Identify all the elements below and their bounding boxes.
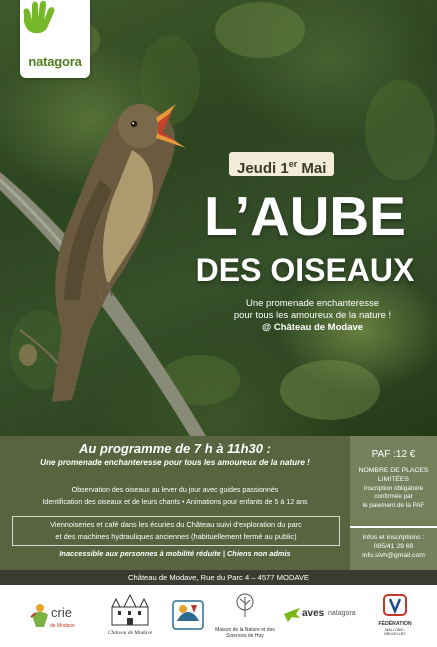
partner-logos — [0, 585, 437, 647]
federation-logo[interactable] — [375, 593, 415, 643]
chateau-name: Château de Modave — [107, 630, 153, 636]
reg-line-1: inscription obligatoire — [363, 485, 424, 492]
tagline-line-1: Une promenade enchanteresse — [245, 298, 380, 309]
registration-note — [350, 485, 437, 510]
aves-name: aves — [302, 608, 325, 619]
program-subtitle: Une promenade enchanteresse pour tous les amoureux de la nature ! — [40, 458, 310, 467]
aves-natagora-name: natagora — [328, 610, 356, 617]
federation-emblem-icon — [382, 593, 408, 617]
federation-line-1: FÉDÉRATION — [378, 621, 412, 627]
tagline-line-2: pour tous les amoureux de la nature ! — [233, 310, 392, 321]
accessibility-note: Inaccessible aux personnes à mobilité réduite | Chiens non admis — [59, 549, 291, 558]
places-line-1: NOMBRE DE PLACES — [358, 467, 429, 474]
program-activity-2: Identification des oiseaux et de leurs chants • Animations pour enfants de 5 à 12 ans — [42, 498, 308, 506]
federation-line-2: WALLONIE-BRUXELLES — [384, 628, 406, 636]
breakfast-line-1: Viennoiseries et café dans les écuries du Château suivi d’exploration du parc — [50, 520, 302, 529]
paf-price: PAF :12 € — [371, 449, 416, 460]
event-place: @ Château de Modave — [261, 322, 364, 333]
tree-icon — [233, 593, 257, 619]
commune-logo[interactable] — [171, 599, 205, 631]
limited-places — [350, 466, 437, 484]
event-date-badge — [229, 152, 334, 176]
castle-icon — [108, 593, 152, 627]
reg-line-3: le paiement de la PAF — [362, 501, 425, 509]
maison-line-1: Maison de la Nature et des — [215, 627, 275, 633]
practical-info-panel — [350, 436, 437, 570]
venue-address: Château de Modave, Rue du Parc 4 – 4577 MODAVE — [0, 570, 437, 585]
crie-figure-icon — [30, 603, 50, 629]
contact-phone[interactable]: 085/41 29 69 — [373, 543, 414, 550]
maison-line-2: Sciences de Huy — [226, 633, 264, 639]
places-line-2: LIMITÉES — [378, 476, 409, 483]
maison-nature-logo[interactable] — [214, 593, 276, 645]
contact-email[interactable]: info.sivh@gmail.com — [362, 552, 425, 559]
infos-title: Infos et inscriptions : — [362, 534, 425, 541]
date-month: Mai — [297, 160, 327, 177]
contact-info — [350, 533, 437, 560]
natagora-logo-text: natagora — [28, 54, 82, 69]
event-title-line-1: L’AUBE — [204, 185, 406, 247]
program-title: Au programme de 7 h à 11h30 : — [79, 441, 271, 456]
date-ordinal: er — [288, 159, 298, 169]
crie-name: crie — [51, 605, 72, 620]
event-tagline — [205, 298, 420, 334]
program-activity-1: Observation des oiseaux au lever du jour avec guides passionnés — [71, 486, 279, 494]
natagora-logo[interactable] — [20, 0, 90, 78]
program-breakfast-box — [12, 516, 340, 546]
program-section — [0, 436, 350, 570]
side-divider — [350, 526, 437, 528]
chateau-logo[interactable] — [102, 591, 158, 643]
commune-crest-icon — [171, 599, 205, 631]
date-day: Jeudi 1 — [237, 160, 289, 177]
reg-line-2: confirmée par — [374, 493, 413, 501]
natagora-hand-icon — [20, 0, 58, 40]
event-title-line-2: DES OISEAUX — [195, 252, 415, 288]
aves-bird-icon — [284, 608, 300, 622]
crie-sub: de Modave — [50, 623, 75, 629]
crie-logo[interactable] — [30, 599, 92, 639]
breakfast-line-2: et des machines hydrauliques anciennes (habituellement fermé au public) — [55, 532, 297, 541]
aves-natagora-logo[interactable] — [284, 607, 366, 627]
